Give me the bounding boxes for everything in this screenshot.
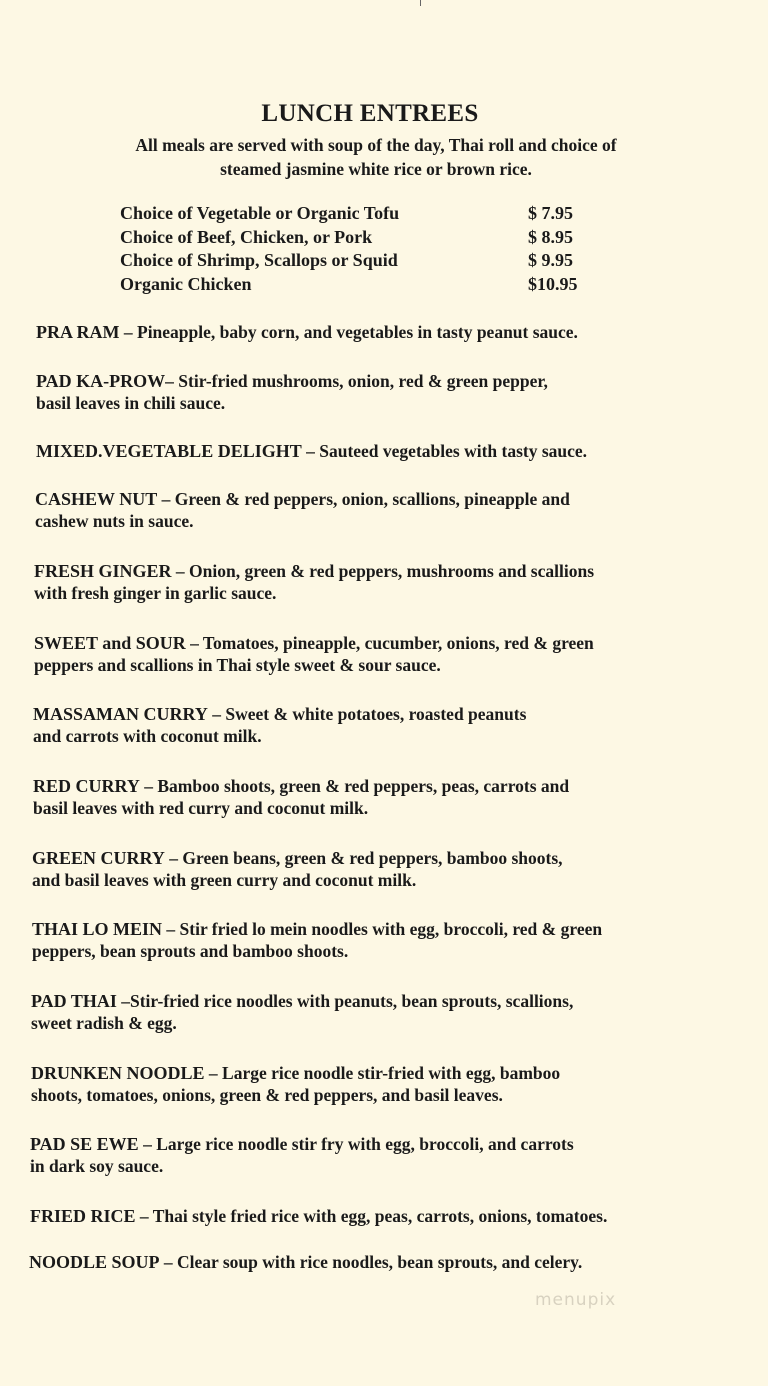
item-description-cont: peppers and scallions in Thai style sweet & sour sauce. — [34, 655, 441, 675]
item-description-cont: with fresh ginger in garlic sauce. — [34, 583, 277, 603]
item-name: MASSAMAN CURRY — [33, 704, 208, 724]
item-name: THAI LO MEIN — [32, 919, 163, 939]
price-row — [120, 249, 600, 273]
item-name: MIXED.VEGETABLE DELIGHT — [36, 441, 302, 461]
item-description-cont: sweet radish & egg. — [31, 1013, 177, 1033]
menu-item-fresh-ginger: FRESH GINGER – Onion, green & red peppers, mushrooms and scallions with fresh ginger in garlic sauce. — [34, 560, 724, 604]
menu-item-mixed-vegetable: MIXED.VEGETABLE DELIGHT – Sauteed vegetables with tasty sauce. — [36, 441, 588, 461]
item-description-cont: in dark soy sauce. — [30, 1156, 164, 1176]
price-row — [120, 226, 600, 250]
menu-item-pad-thai: PAD THAI –Stir-fried rice noodles with peanuts, bean sprouts, scallions, sweet radish & egg. — [31, 990, 721, 1034]
item-description-cont: basil leaves in chili sauce. — [36, 393, 226, 413]
item-name: FRIED RICE — [30, 1206, 136, 1226]
item-description: Thai style fried rice with egg, peas, carrots, onions, tomatoes. — [152, 1206, 608, 1226]
item-description: Sauteed vegetables with tasty sauce. — [319, 441, 588, 461]
price-amount: $10.95 — [528, 273, 578, 294]
subtitle-line-2: steamed jasmine white rice or brown rice. — [220, 159, 532, 179]
item-description: Stir-fried rice noodles with peanuts, bean sprouts, scallions, — [129, 991, 574, 1011]
item-description-cont: and basil leaves with green curry and coconut milk. — [32, 870, 417, 890]
item-name: RED CURRY — [33, 776, 140, 796]
menu-item-pra-ram: PRA RAM – Pineapple, baby corn, and vegetables in tasty peanut sauce. — [36, 322, 578, 342]
watermark: menupix — [535, 1290, 617, 1310]
menu-item-pad-se-ewe: PAD SE EWE – Large rice noodle stir fry with egg, broccoli, and carrots in dark soy sauce. — [30, 1133, 720, 1177]
item-description-cont: basil leaves with red curry and coconut milk. — [33, 798, 369, 818]
item-name: CASHEW NUT — [35, 489, 158, 509]
subtitle-line-1: All meals are served with soup of the day, Thai roll and choice of — [135, 135, 617, 155]
item-description: Stir-fried mushrooms, onion, red & green pepper, — [178, 371, 548, 391]
price-label: Choice of Vegetable or Organic Tofu — [120, 203, 400, 223]
item-description: Onion, green & red peppers, mushrooms and scallions — [189, 561, 595, 581]
item-description-cont: shoots, tomatoes, onions, green & red peppers, and basil leaves. — [31, 1085, 503, 1105]
menu-item-cashew-nut: CASHEW NUT – Green & red peppers, onion, scallions, pineapple and cashew nuts in sauce. — [35, 488, 725, 532]
item-description: Stir fried lo mein noodles with egg, broccoli, red & green — [179, 919, 603, 939]
price-label: Choice of Beef, Chicken, or Pork — [120, 226, 373, 247]
price-amount: $ 7.95 — [528, 203, 573, 223]
price-amount: $ 8.95 — [528, 226, 573, 247]
price-row — [120, 202, 600, 226]
item-name: PAD SE EWE — [30, 1134, 139, 1154]
item-description: Clear soup with rice noodles, bean sprouts, and celery. — [177, 1252, 583, 1272]
item-name: GREEN CURRY — [32, 848, 165, 868]
item-name: FRESH GINGER — [34, 561, 172, 581]
scan-mark — [420, 0, 421, 6]
menu-item-thai-lo-mein: THAI LO MEIN – Stir fried lo mein noodles with egg, broccoli, red & green peppers, bean sprouts and bamboo shoots. — [32, 918, 732, 962]
menu-item-fried-rice: FRIED RICE – Thai style fried rice with egg, peas, carrots, onions, tomatoes. — [30, 1206, 608, 1226]
item-description-cont: peppers, bean sprouts and bamboo shoots. — [32, 941, 349, 961]
item-name: PAD THAI — [31, 991, 117, 1011]
item-description: Green beans, green & red peppers, bamboo shoots, — [182, 848, 563, 868]
item-description-cont: and carrots with coconut milk. — [33, 726, 262, 746]
item-description: Pineapple, baby corn, and vegetables in tasty peanut sauce. — [137, 322, 578, 342]
price-list — [120, 202, 600, 296]
item-description-cont: cashew nuts in sauce. — [35, 511, 194, 531]
item-name: SWEET and SOUR — [34, 633, 186, 653]
price-label: Organic Chicken — [120, 273, 252, 294]
item-description: Tomatoes, pineapple, cucumber, onions, red & green — [202, 633, 594, 653]
menu-item-sweet-and-sour: SWEET and SOUR – Tomatoes, pineapple, cucumber, onions, red & green peppers and scallions in Thai style sweet & sour sauce. — [34, 632, 724, 676]
page-title: LUNCH ENTREES — [261, 100, 479, 127]
price-label: Choice of Shrimp, Scallops or Squid — [120, 250, 398, 270]
page-subtitle — [40, 133, 712, 181]
item-description: Green & red peppers, onion, scallions, pineapple and — [174, 489, 570, 509]
item-description: Large rice noodle stir fry with egg, broccoli, and carrots — [156, 1134, 574, 1154]
menu-item-red-curry: RED CURRY – Bamboo shoots, green & red peppers, peas, carrots and basil leaves with red curry and coconut milk. — [33, 775, 723, 819]
menu-item-massaman-curry: MASSAMAN CURRY – Sweet & white potatoes, roasted peanuts and carrots with coconut milk. — [33, 703, 723, 747]
menu-item-noodle-soup: NOODLE SOUP – Clear soup with rice noodles, bean sprouts, and celery. — [29, 1252, 583, 1272]
item-description: Bamboo shoots, green & red peppers, peas, carrots and — [157, 776, 570, 796]
item-description: Large rice noodle stir-fried with egg, bamboo — [222, 1063, 561, 1083]
price-amount: $ 9.95 — [528, 250, 573, 270]
menu-item-drunken-noodle: DRUNKEN NOODLE – Large rice noodle stir-fried with egg, bamboo shoots, tomatoes, onions, green & red peppers, and basil leaves. — [31, 1062, 721, 1106]
item-name: PAD KA-PROW — [36, 371, 166, 391]
item-name: PRA RAM — [36, 322, 120, 342]
price-row — [120, 273, 600, 297]
item-description: Sweet & white potatoes, roasted peanuts — [225, 704, 527, 724]
item-name: DRUNKEN NOODLE — [31, 1063, 205, 1083]
menu-item-green-curry: GREEN CURRY – Green beans, green & red peppers, bamboo shoots, and basil leaves with green curry and coconut milk. — [32, 847, 722, 891]
menu-item-pad-ka-prow: PAD KA-PROW– Stir-fried mushrooms, onion, red & green pepper, basil leaves in chili sauce. — [36, 370, 726, 414]
item-name: NOODLE SOUP — [29, 1252, 160, 1272]
